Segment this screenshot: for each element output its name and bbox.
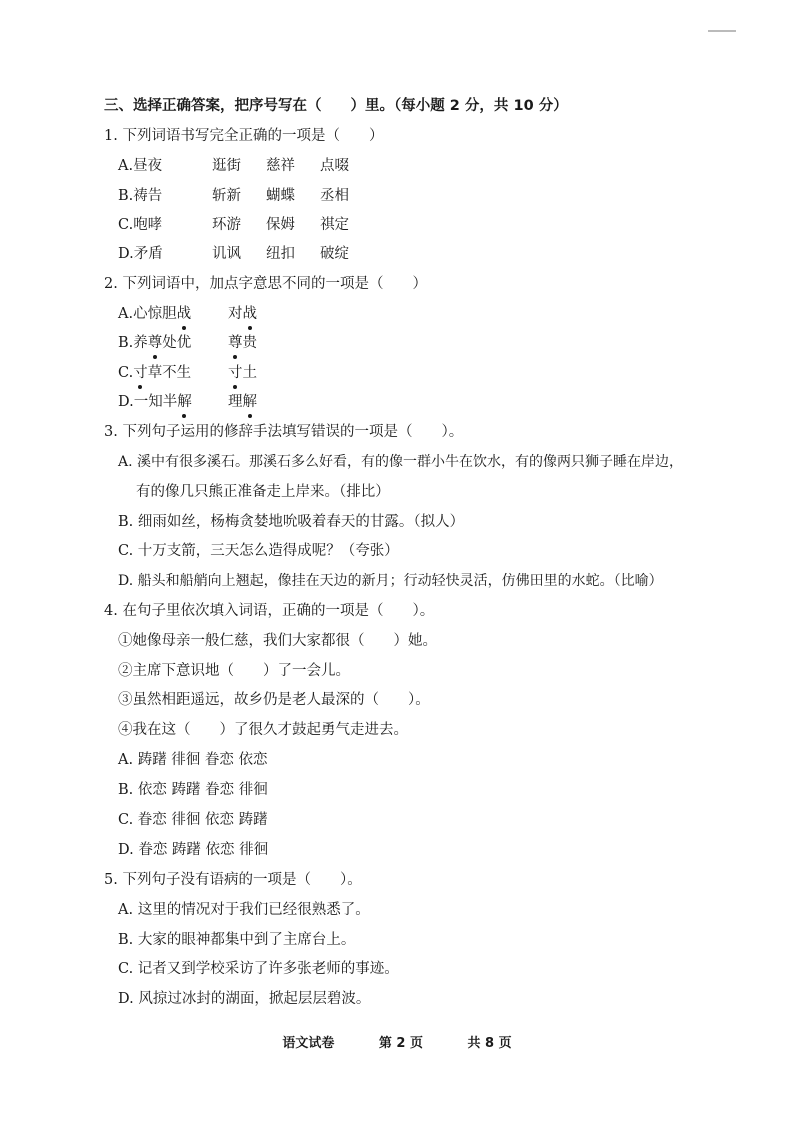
q5-option-b: B. 大家的眼神都集中到了主席台上。 <box>118 932 356 948</box>
q3-option-b: B. 细雨如丝，杨梅贪婪地吮吸着春天的甘露。（拟人） <box>118 514 465 530</box>
q1-option-d: D.矛盾 讥讽 纽扣 破绽 <box>118 246 349 262</box>
q2-stem: 2. 下列词语中，加点字意思不同的一项是（ ） <box>104 276 427 292</box>
scan-mark <box>708 30 736 32</box>
footer-subject: 语文试卷 <box>282 1036 335 1051</box>
q2-option-d: D.一知半解 理解 <box>118 394 257 410</box>
q4-option-a: A. 踌躇 徘徊 眷恋 依恋 <box>118 752 268 768</box>
emphasis-dot-char: 战 <box>176 306 192 322</box>
footer-total-pages: 共 8 页 <box>467 1036 512 1051</box>
q4-sentence-4: ④我在这（ ）了很久才鼓起勇气走进去。 <box>118 722 408 738</box>
q4-option-c: C. 眷恋 徘徊 依恋 踌躇 <box>118 812 268 828</box>
q5-option-c: C. 记者又到学校采访了许多张老师的事迹。 <box>118 961 399 977</box>
section-title: 三、选择正确答案，把序号写在（ ）里。（每小题 2 分，共 10 分） <box>104 98 568 114</box>
q3-stem: 3. 下列句子运用的修辞手法填写错误的一项是（ ）。 <box>104 424 464 440</box>
q4-stem: 4. 在句子里依次填入词语，正确的一项是（ ）。 <box>104 603 435 619</box>
q4-sentence-3: ③虽然相距遥远，故乡仍是老人最深的（ ）。 <box>118 692 430 708</box>
emphasis-dot-char: 寸 <box>228 365 243 381</box>
emphasis-dot-char: 尊 <box>228 335 243 351</box>
emphasis-dot-char: 解 <box>177 394 192 410</box>
q4-sentence-2: ②主席下意识地（ ）了一会儿。 <box>118 663 350 679</box>
page-footer <box>0 1032 794 1051</box>
q1-option-a: A.昼夜 逛街 慈祥 点啜 <box>118 158 349 174</box>
emphasis-dot-char: 寸 <box>133 365 148 381</box>
emphasis-dot-char: 解 <box>242 394 257 410</box>
q4-option-b: B. 依恋 踌躇 眷恋 徘徊 <box>118 782 268 798</box>
q1-option-b: B.祷告 斩新 蝴蝶 丞相 <box>118 188 349 204</box>
q4-sentence-1: ①她像母亲一般仁慈，我们大家都很（ ）她。 <box>118 633 437 649</box>
q5-option-d: D. 风掠过冰封的湖面，掀起层层碧波。 <box>118 991 371 1007</box>
q2-option-b: B.养尊处优 尊贵 <box>118 335 257 351</box>
emphasis-dot-char: 战 <box>242 306 257 322</box>
q5-stem: 5. 下列句子没有语病的一项是（ ）。 <box>104 872 362 888</box>
q5-option-a: A. 这里的情况对于我们已经很熟悉了。 <box>118 902 370 918</box>
q1-stem: 1. 下列词语书写完全正确的一项是（ ） <box>104 128 384 144</box>
q3-option-a-line2: 有的像几只熊正准备走上岸来。（排比） <box>136 484 390 500</box>
q2-option-a: A.心惊胆战 对战 <box>118 306 257 322</box>
q2-option-c: C.寸草不生 寸土 <box>118 365 257 381</box>
q3-option-d: D. 船头和船艄向上翘起，像挂在天边的新月；行动轻快灵活，仿佛田里的水蛇。（比喻） <box>118 573 663 589</box>
emphasis-dot-char: 尊 <box>147 335 163 351</box>
q4-option-d: D. 眷恋 踌躇 依恋 徘徊 <box>118 842 269 858</box>
q1-option-c: C.咆哮 环游 保姆 祺定 <box>118 217 349 233</box>
q3-option-c: C. 十万支箭，三天怎么造得成呢？（夸张） <box>118 543 399 559</box>
footer-page-number: 第 2 页 <box>378 1036 423 1051</box>
q3-option-a-line1: A. 溪中有很多溪石。那溪石多么好看，有的像一群小牛在饮水，有的像两只狮子睡在岸边， <box>118 454 684 470</box>
